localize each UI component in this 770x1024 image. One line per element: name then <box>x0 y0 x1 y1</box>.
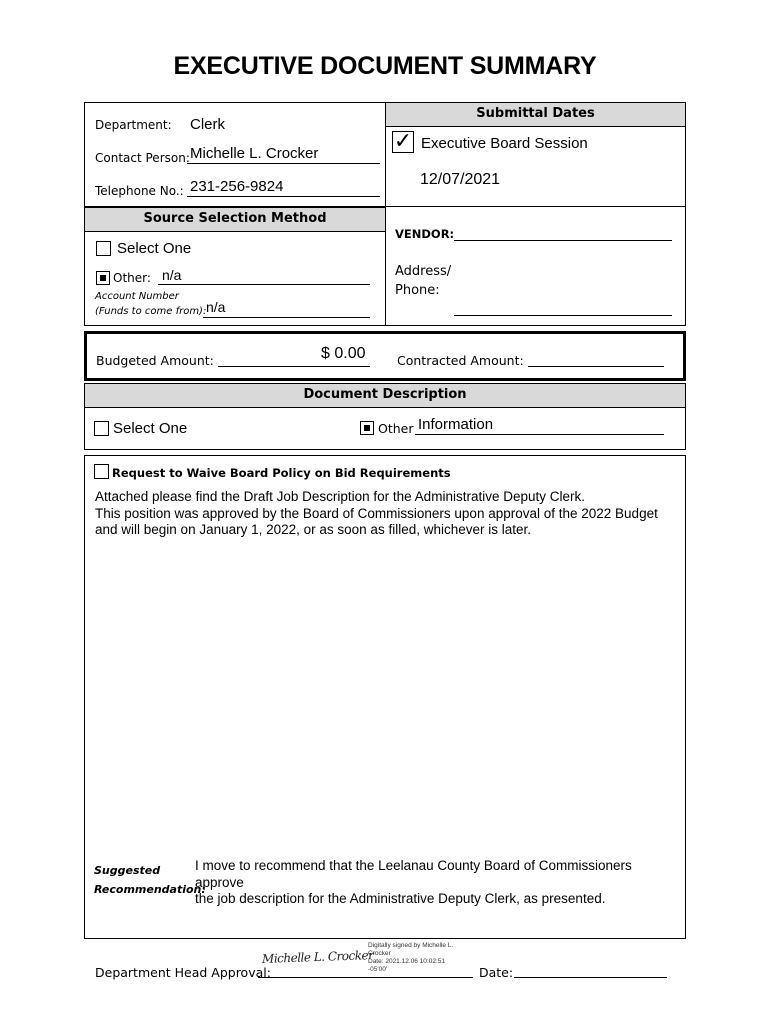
waive-policy-label: Request to Waive Board Policy on Bid Requirements <box>112 466 451 480</box>
vendor-field[interactable] <box>454 240 672 241</box>
description-line: Attached please find the Draft Job Description for the Administrative Deputy Clerk. <box>95 489 585 504</box>
approval-label: Department Head Approval: <box>95 965 271 980</box>
executive-session-checkbox[interactable] <box>392 131 414 153</box>
executive-session-label: Executive Board Session <box>421 135 588 152</box>
document-description-header: Document Description <box>85 384 685 408</box>
sig-meta-line: Digitally signed by Michelle L. <box>368 942 454 949</box>
approval-date-field[interactable] <box>514 977 667 978</box>
source-other-underline <box>158 284 370 285</box>
telephone-field[interactable]: 231-256-9824 <box>190 178 284 195</box>
digital-signature-meta <box>368 942 453 974</box>
recommendation-label: Recommendation: <box>94 883 206 896</box>
description-other-field[interactable]: Information <box>418 416 494 433</box>
description-other-label: Other <box>378 421 414 436</box>
contact-person-underline <box>187 163 380 164</box>
submittal-dates-box <box>385 102 686 207</box>
sig-meta-line: Crocker <box>368 950 391 957</box>
date-label: Date: <box>479 965 514 980</box>
contact-person-field[interactable]: Michelle L. Crocker <box>190 145 319 162</box>
sig-meta-line: Date: 2021.12.06 10:02:51 <box>368 958 445 965</box>
submittal-date-field[interactable]: 12/07/2021 <box>420 171 501 188</box>
description-other-checkbox[interactable] <box>360 421 374 435</box>
account-funds-label: (Funds to come from): <box>95 306 207 317</box>
waive-policy-checkbox[interactable] <box>94 464 109 479</box>
account-number-field[interactable]: n/a <box>206 299 226 315</box>
sig-meta-line: -05'00' <box>368 966 388 973</box>
address-phone-field[interactable] <box>454 315 672 316</box>
description-text[interactable] <box>95 489 680 539</box>
source-other-label: Other: <box>113 271 151 285</box>
description-select-one-label: Select One <box>113 420 188 437</box>
address-label: Address/ <box>395 264 452 279</box>
checkmark-icon: ✓ <box>393 129 413 154</box>
telephone-label: Telephone No.: <box>95 184 184 198</box>
phone-label: Phone: <box>395 283 440 298</box>
budgeted-amount-underline <box>218 366 370 367</box>
document-description-box <box>84 383 686 450</box>
contracted-amount-label: Contracted Amount: <box>397 353 524 368</box>
account-number-underline <box>203 317 370 318</box>
submittal-dates-header: Submittal Dates <box>386 103 685 127</box>
vendor-label: VENDOR: <box>395 227 455 241</box>
recommendation-line: the job description for the Administrative Deputy Clerk, as presented. <box>195 891 606 906</box>
suggested-label: Suggested <box>94 864 161 877</box>
department-field[interactable]: Clerk <box>190 116 226 133</box>
contact-person-label: Contact Person: <box>95 151 190 165</box>
description-line: This position was approved by the Board of Commissioners upon approval of the 2022 Budget <box>95 505 658 521</box>
account-number-label: Account Number <box>95 291 179 302</box>
contracted-amount-field[interactable] <box>528 366 664 367</box>
source-select-one-checkbox[interactable] <box>96 241 111 256</box>
description-other-underline <box>415 434 664 435</box>
description-select-one-checkbox[interactable] <box>94 421 109 436</box>
budgeted-amount-field[interactable]: $ 0.00 <box>321 345 366 362</box>
description-line: and will begin on January 1, 2022, or as soon as filled, whichever is later. <box>95 522 532 537</box>
source-other-field[interactable]: n/a <box>162 267 182 283</box>
page-title: EXECUTIVE DOCUMENT SUMMARY <box>173 52 597 80</box>
source-other-checkbox[interactable] <box>96 271 110 285</box>
budgeted-amount-label: Budgeted Amount: <box>96 353 214 368</box>
approval-signature-line[interactable] <box>258 977 473 978</box>
department-label: Department: <box>95 118 172 132</box>
telephone-underline <box>187 196 380 197</box>
recommendation-text[interactable] <box>195 858 680 908</box>
handwritten-signature: Michelle L. Crocker <box>261 948 374 966</box>
source-selection-header: Source Selection Method <box>85 207 385 232</box>
source-select-one-label: Select One <box>117 240 192 257</box>
recommendation-line: I move to recommend that the Leelanau County Board of Commissioners approve <box>195 858 632 890</box>
